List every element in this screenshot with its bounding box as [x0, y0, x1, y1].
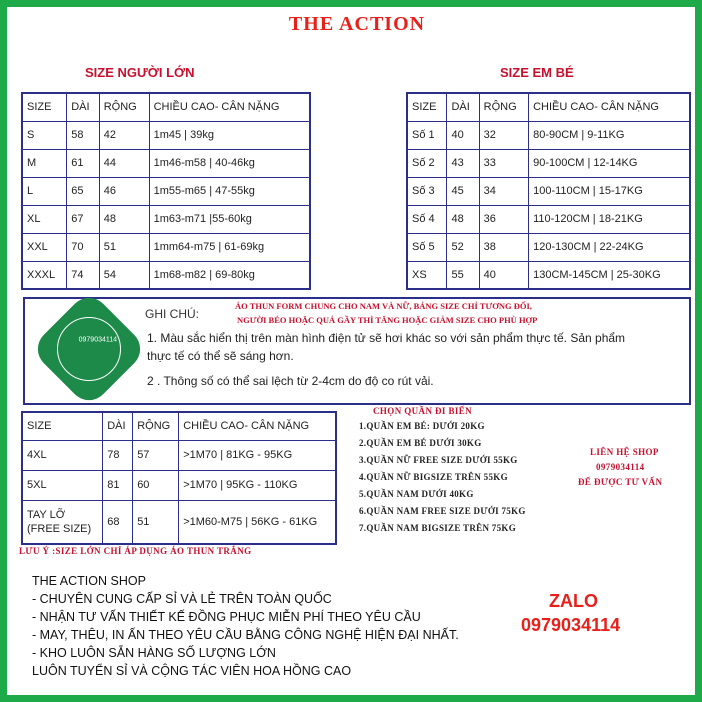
cell: Số 1: [407, 121, 447, 149]
cell: M: [22, 149, 67, 177]
header-cell: CHIỀU CAO- CÂN NẶNG: [529, 93, 690, 121]
pants-title: CHỌN QUẦN ĐI BIỂN: [373, 406, 473, 416]
cell-tay-lo: [22, 500, 103, 544]
header-cell: SIZE: [22, 93, 67, 121]
cell: Số 5: [407, 233, 447, 261]
table-header-row: [407, 93, 690, 121]
header-cell: RỘNG: [479, 93, 528, 121]
cell: 38: [479, 233, 528, 261]
cell: 1m45 | 39kg: [149, 121, 310, 149]
table-row: [407, 205, 690, 233]
cell: 58: [67, 121, 99, 149]
contact-line-3: ĐỂ ĐƯỢC TƯ VẤN: [578, 477, 663, 487]
note-line-2: 2 . Thông số có thể sai lệch từ 2-4cm do độ co rút vải.: [147, 374, 434, 388]
cell: 100-110CM | 15-17KG: [529, 177, 690, 205]
header-cell: SIZE: [22, 412, 103, 440]
cell: S: [22, 121, 67, 149]
cell: 1m55-m65 | 47-55kg: [149, 177, 310, 205]
cell: 130CM-145CM | 25-30KG: [529, 261, 690, 289]
cell: 4XL: [22, 440, 103, 470]
note-line-1: 1. Màu sắc hiển thị trên màn hình điện tử sẽ hơi khác so với sản phẩm thực tế. Sản phẩm: [147, 331, 626, 345]
free-size-label: (FREE SIZE): [27, 522, 92, 535]
shop-line: THE ACTION SHOP: [32, 574, 146, 588]
cell: 43: [447, 149, 479, 177]
header-cell: RỘNG: [133, 412, 179, 440]
cell: 61: [67, 149, 99, 177]
kids-size-title: SIZE EM BÉ: [500, 65, 574, 80]
cell: 78: [103, 440, 133, 470]
note-box: [23, 297, 691, 405]
header-cell: DÀI: [67, 93, 99, 121]
shop-line: - MAY, THÊU, IN ẤN THEO YÊU CẦU BẰNG CÔNG NGHỆ HIỆN ĐẠI NHẤT.: [32, 628, 459, 642]
cell: 60: [133, 470, 179, 500]
cell: 48: [447, 205, 479, 233]
header-cell: CHIỀU CAO- CÂN NẶNG: [179, 412, 336, 440]
cell: 80-90CM | 9-11KG: [529, 121, 690, 149]
big-size-table: [21, 411, 337, 545]
shop-line: - CHUYÊN CUNG CẤP SỈ VÀ LẺ TRÊN TOÀN QUỐC: [32, 592, 332, 606]
cell: 1m68-m82 | 69-80kg: [149, 261, 310, 289]
shop-line: - NHẬN TƯ VẤN THIẾT KẾ ĐỒNG PHỤC MIỄN PHÍ THEO YÊU CẦU: [32, 610, 421, 624]
list-item: 3.QUẦN NỮ FREE SIZE DƯỚI 55KG: [359, 455, 518, 465]
list-item: 5.QUẦN NAM DƯỚI 40KG: [359, 489, 474, 499]
cell: 51: [133, 500, 179, 544]
note-red-line-1: ÁO THUN FORM CHUNG CHO NAM VÀ NỮ, BẢNG SIZE CHỈ TƯƠNG ĐỐI,: [235, 301, 532, 311]
table-row: [22, 177, 310, 205]
cell: 1m63-m71 |55-60kg: [149, 205, 310, 233]
badge-ring: [44, 304, 135, 395]
table-row: [22, 205, 310, 233]
cell: >1M70 | 81KG - 95KG: [179, 440, 336, 470]
table-header-row: [22, 412, 336, 440]
cell: 36: [479, 205, 528, 233]
list-item: 6.QUẦN NAM FREE SIZE DƯỚI 75KG: [359, 506, 526, 516]
cell: XL: [22, 205, 67, 233]
zalo-label: ZALO: [549, 591, 598, 611]
table-row: [22, 500, 336, 544]
cell: 52: [447, 233, 479, 261]
table-header-row: [22, 93, 310, 121]
note-line-1b: thực tế có thể sẽ sáng hơn.: [147, 349, 294, 363]
cell: 54: [99, 261, 149, 289]
cell: Số 2: [407, 149, 447, 177]
cell: Số 3: [407, 177, 447, 205]
cell: 70: [67, 233, 99, 261]
cell: 57: [133, 440, 179, 470]
cell: XXXL: [22, 261, 67, 289]
zalo-phone: 0979034114: [521, 615, 621, 635]
contact-phone: 0979034114: [596, 462, 645, 472]
list-item: 4.QUẦN NỮ BIGSIZE TRÊN 55KG: [359, 472, 508, 482]
cell: 1mm64-m75 | 61-69kg: [149, 233, 310, 261]
table-row: [22, 121, 310, 149]
cell: >1M60-M75 | 56KG - 61KG: [179, 500, 336, 544]
shop-line: - KHO LUÔN SẴN HÀNG SỐ LƯỢNG LỚN: [32, 646, 276, 660]
big-size-footnote: LƯU Ý :SIZE LỚN CHỈ ÁP DỤNG ÁO THUN TRẮNG: [19, 546, 252, 556]
cell: 68: [103, 500, 133, 544]
cell: 32: [479, 121, 528, 149]
cell: 65: [67, 177, 99, 205]
header-cell: RỘNG: [99, 93, 149, 121]
cell: 81: [103, 470, 133, 500]
contact-line-1: LIÊN HỆ SHOP: [590, 447, 659, 457]
badge-phone: 0979034114: [78, 336, 118, 344]
note-red-line-2: NGƯỜI BÉO HOẶC QUÁ GẦY THÌ TĂNG HOẶC GIẢM SIZE CHO PHÙ HỢP: [237, 315, 538, 325]
table-row: [407, 121, 690, 149]
cell: 90-100CM | 12-14KG: [529, 149, 690, 177]
cell: 45: [447, 177, 479, 205]
table-row: [22, 440, 336, 470]
table-row: [22, 470, 336, 500]
header-cell: DÀI: [447, 93, 479, 121]
cell: 120-130CM | 22-24KG: [529, 233, 690, 261]
cell: 34: [479, 177, 528, 205]
cell: 33: [479, 149, 528, 177]
adult-size-table: [21, 92, 311, 290]
cell: 46: [99, 177, 149, 205]
cell: 40: [479, 261, 528, 289]
cell: 55: [447, 261, 479, 289]
table-row: [407, 261, 690, 289]
note-title: GHI CHÚ:: [145, 307, 199, 321]
table-row: [22, 261, 310, 289]
cell: 5XL: [22, 470, 103, 500]
cell: 44: [99, 149, 149, 177]
cell: 1m46-m58 | 40-46kg: [149, 149, 310, 177]
list-item: 7.QUẦN NAM BIGSIZE TRÊN 75KG: [359, 523, 517, 533]
cell: 42: [99, 121, 149, 149]
header-cell: DÀI: [103, 412, 133, 440]
table-row: [407, 149, 690, 177]
kids-size-table: [406, 92, 691, 290]
header: [222, 7, 492, 47]
table-row: [407, 233, 690, 261]
tay-lo-label: TAY LỠ: [27, 508, 66, 521]
cell: 48: [99, 205, 149, 233]
cell: XXL: [22, 233, 67, 261]
cell: >1M70 | 95KG - 110KG: [179, 470, 336, 500]
cell: 40: [447, 121, 479, 149]
cell: XS: [407, 261, 447, 289]
table-row: [22, 149, 310, 177]
badge: [30, 290, 149, 409]
cell: Số 4: [407, 205, 447, 233]
header-cell: CHIỀU CAO- CÂN NẶNG: [149, 93, 310, 121]
shop-line: LUÔN TUYỂN SỈ VÀ CỘNG TÁC VIÊN HOA HỒNG CAO: [32, 664, 352, 678]
list-item: 2.QUẦN EM BÉ DƯỚI 30KG: [359, 438, 482, 448]
table-row: [22, 233, 310, 261]
cell: 74: [67, 261, 99, 289]
header-title: THE ACTION: [288, 13, 426, 35]
cell: L: [22, 177, 67, 205]
size-chart-frame: [7, 7, 695, 695]
cell: 110-120CM | 18-21KG: [529, 205, 690, 233]
cell: 67: [67, 205, 99, 233]
cell: 51: [99, 233, 149, 261]
adult-size-title: SIZE NGƯỜI LỚN: [85, 65, 195, 80]
table-row: [407, 177, 690, 205]
header-cell: SIZE: [407, 93, 447, 121]
list-item: 1.QUẦN EM BÉ: DƯỚI 20KG: [359, 421, 485, 431]
